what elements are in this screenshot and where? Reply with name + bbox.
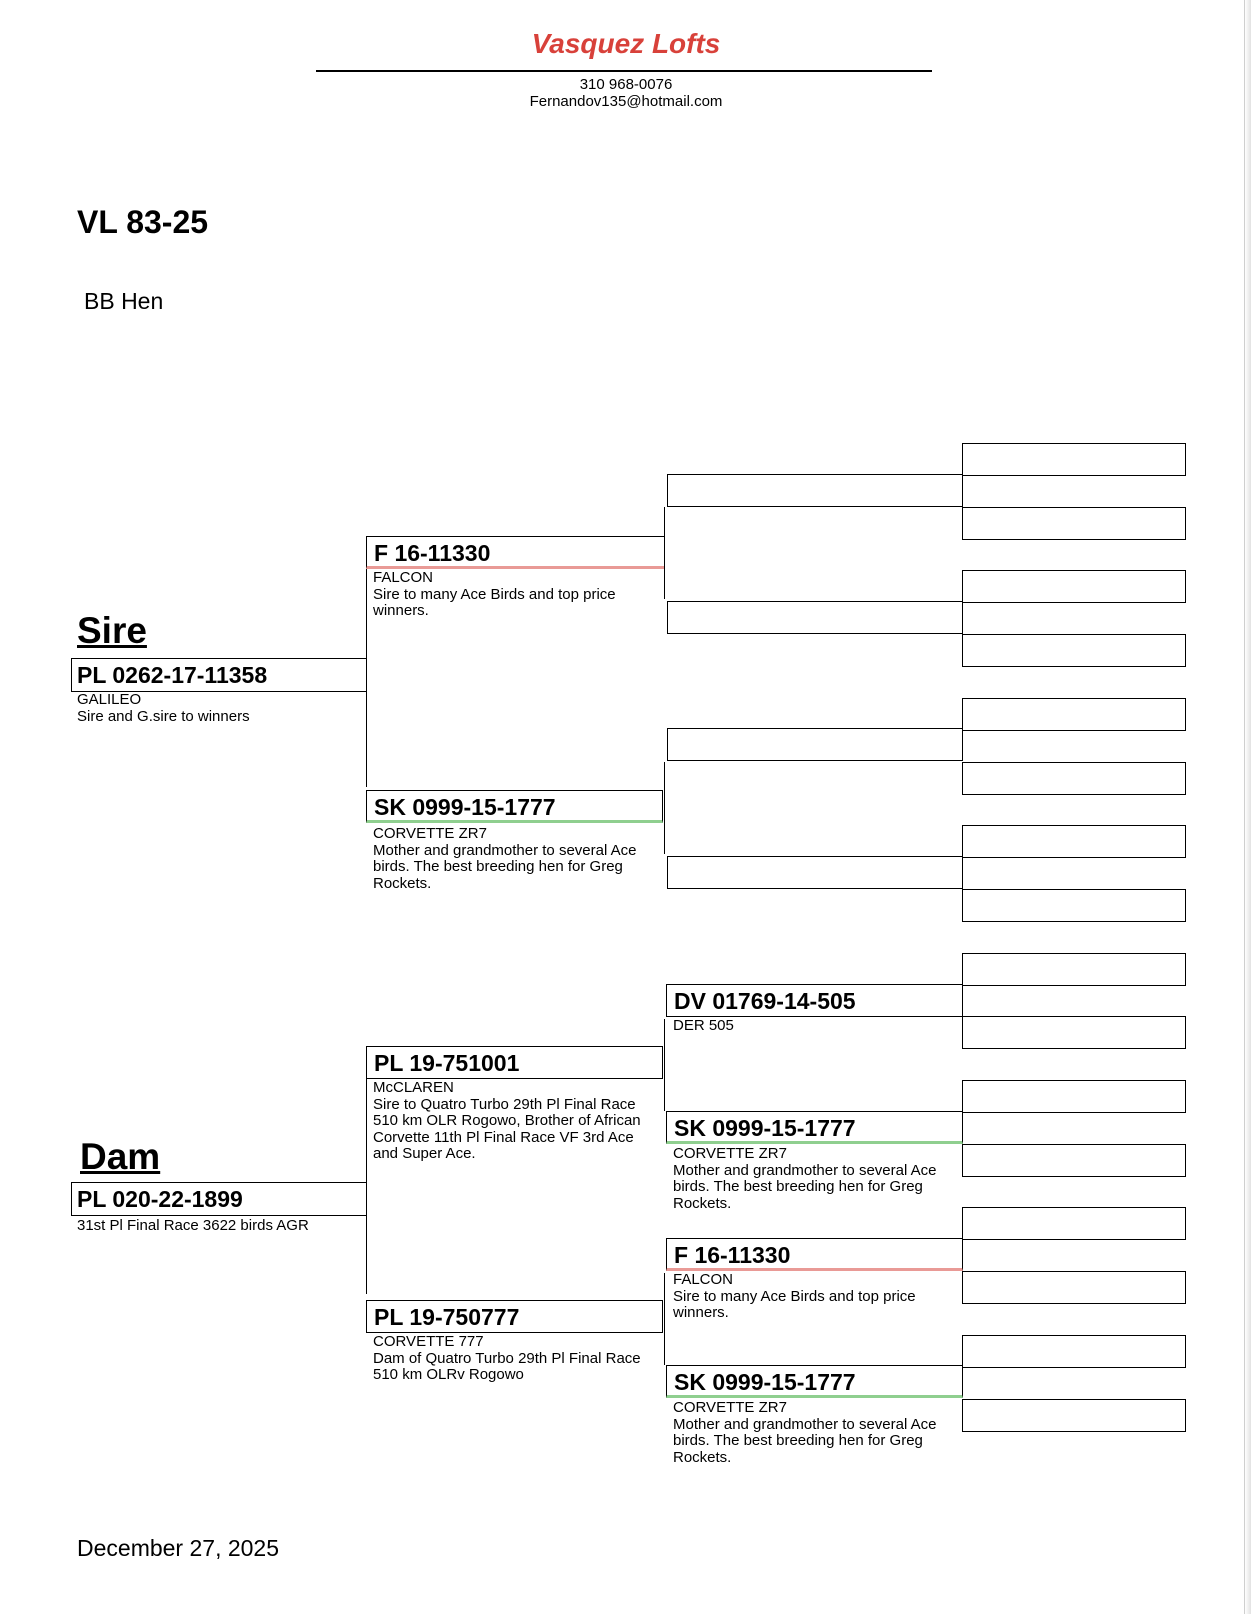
dam-father-box [366, 1046, 663, 1079]
sire-father-info [373, 570, 653, 620]
sire-father-bracket [664, 507, 665, 599]
dam-father-father-info [673, 1018, 953, 1035]
ancestor-box-empty [667, 728, 963, 761]
sire-mother-info [373, 826, 653, 892]
dam-mother-info [373, 1334, 643, 1384]
dam-mother-mother-name: CORVETTE ZR7 [673, 1399, 787, 1416]
dam-father-father-name: DER 505 [673, 1017, 734, 1034]
dam-mother-ring: PL 19-750777 [374, 1304, 520, 1330]
loft-email: Fernandov135@hotmail.com [529, 93, 723, 110]
dam-mother-father-note: Sire to many Ace Birds and top price winners. [673, 1287, 916, 1321]
dam-mother-name: CORVETTE 777 [373, 1333, 484, 1350]
ancestor-box-empty [667, 474, 963, 507]
ancestor-box-empty [962, 1335, 1186, 1368]
dam-mother-father-name: FALCON [673, 1271, 734, 1288]
sire-box [71, 658, 367, 692]
page-edge [1244, 0, 1251, 1614]
dam-father-mother-note: Mother and grandmother to several Ace birds. The best breeding hen for Greg Rockets. [673, 1161, 937, 1212]
sire-label: Sire [77, 610, 147, 651]
sire-bracket [366, 537, 367, 787]
sire-info [77, 692, 357, 725]
sire-father-box [366, 536, 665, 569]
dam-note: 31st Pl Final Race 3622 birds AGR [77, 1217, 309, 1234]
sire-father-note: Sire to many Ace Birds and top price winners. [373, 585, 616, 619]
dam-father-mother-info [673, 1146, 948, 1212]
dam-mother-mother-info [673, 1400, 948, 1466]
ancestor-box-empty [962, 1144, 1186, 1177]
loft-title: Vasquez Lofts [531, 28, 721, 59]
dam-mother-mother-note: Mother and grandmother to several Ace birds. The best breeding hen for Greg Rockets. [673, 1415, 937, 1466]
dam-ring: PL 020-22-1899 [77, 1186, 243, 1212]
sire-mother-box [366, 790, 663, 823]
dam-mother-box [366, 1300, 663, 1333]
bird-ring-number: VL 83-25 [77, 204, 209, 240]
dam-label: Dam [80, 1136, 161, 1177]
ancestor-box-empty [962, 762, 1186, 795]
bird-description: BB Hen [84, 288, 164, 314]
ancestor-box-empty [962, 1399, 1186, 1432]
dam-mother-mother-box [666, 1365, 963, 1398]
dam-father-father-box [666, 984, 963, 1017]
sire-father-ring: F 16-11330 [374, 540, 491, 566]
dam-mother-mother-ring: SK 0999-15-1777 [674, 1369, 856, 1395]
ancestor-box-empty [962, 953, 1186, 986]
dam-father-ring: PL 19-751001 [374, 1050, 520, 1076]
ancestor-box-empty [962, 570, 1186, 603]
ancestor-box-empty [962, 889, 1186, 922]
sire-note: Sire and G.sire to winners [77, 707, 250, 725]
ancestor-box-empty [962, 1016, 1186, 1049]
dam-bracket [366, 1078, 367, 1294]
ancestor-box-empty [962, 1080, 1186, 1113]
loft-phone: 310 968-0076 [579, 76, 673, 93]
ancestor-box-empty [962, 634, 1186, 667]
dam-box [71, 1182, 367, 1216]
sire-mother-bracket [664, 762, 665, 854]
dam-father-info [373, 1080, 658, 1163]
dam-father-bracket [664, 1019, 665, 1111]
sire-name: GALILEO [77, 691, 142, 708]
dam-mother-father-box [666, 1238, 963, 1271]
dam-mother-father-info [673, 1272, 948, 1322]
ancestor-box-empty [962, 825, 1186, 858]
sire-mother-name: CORVETTE ZR7 [373, 825, 487, 842]
sire-ring: PL 0262-17-11358 [77, 662, 268, 688]
sire-father-name: FALCON [373, 569, 434, 586]
dam-father-name: McCLAREN [373, 1079, 454, 1096]
dam-father-note: Sire to Quatro Turbo 29th Pl Final Race 510 km OLR Rogowo, Brother of African Corvette 11th Pl Final Race VF 3rd Ace and Super Ace. [373, 1095, 641, 1162]
ancestor-box-empty [962, 507, 1186, 540]
header-rule [316, 70, 932, 72]
sire-mother-ring: SK 0999-15-1777 [374, 794, 556, 820]
dam-mother-note: Dam of Quatro Turbo 29th Pl Final Race 510 km OLRv Rogowo [373, 1349, 641, 1383]
dam-father-father-ring: DV 01769-14-505 [674, 988, 856, 1014]
dam-info [77, 1218, 357, 1235]
ancestor-box-empty [962, 1207, 1186, 1240]
dam-mother-father-ring: F 16-11330 [674, 1242, 791, 1268]
dam-father-mother-box [666, 1111, 963, 1144]
ancestor-box-empty [962, 1271, 1186, 1304]
dam-father-mother-ring: SK 0999-15-1777 [674, 1115, 856, 1141]
print-date: December 27, 2025 [77, 1535, 280, 1561]
ancestor-box-empty [667, 856, 963, 889]
ancestor-box-empty [667, 601, 963, 634]
ancestor-box-empty [962, 698, 1186, 731]
sire-mother-note: Mother and grandmother to several Ace birds. The best breeding hen for Greg Rockets. [373, 841, 637, 892]
dam-mother-bracket [664, 1273, 665, 1365]
dam-father-mother-name: CORVETTE ZR7 [673, 1145, 787, 1162]
ancestor-box-empty [962, 443, 1186, 476]
